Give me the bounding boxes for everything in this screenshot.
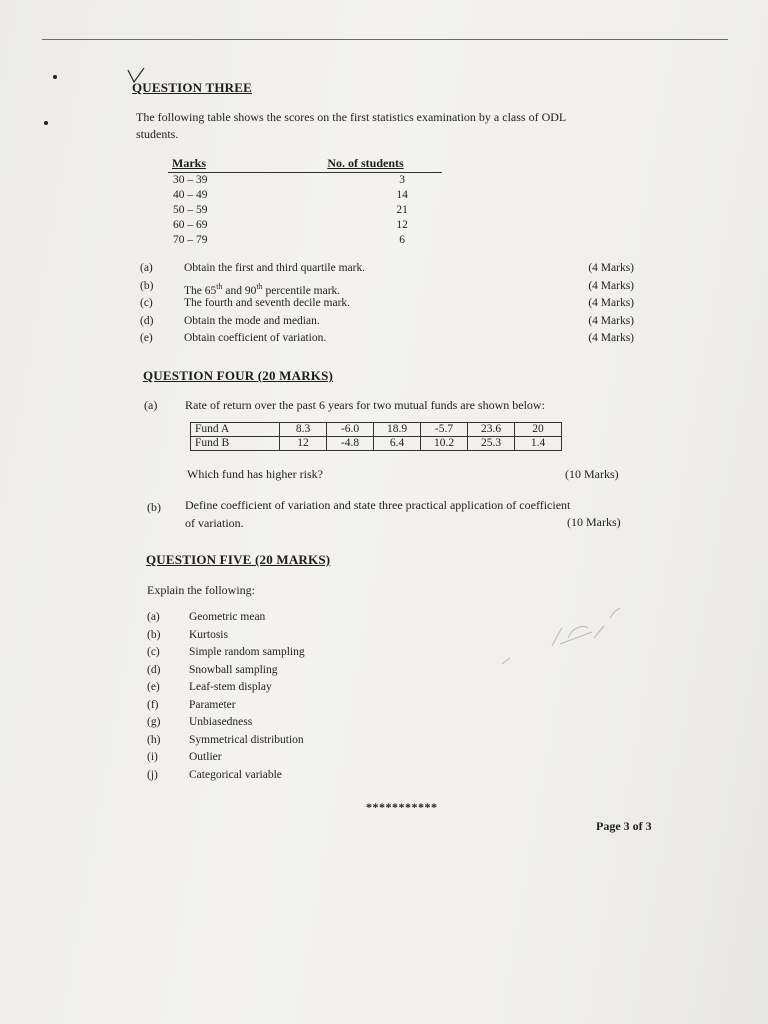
q3-intro-line1: The following table shows the scores on the first statistics examination by a class of ODL <box>136 110 567 124</box>
q3-intro-line2: students. <box>136 127 179 141</box>
marks-table-header <box>168 156 442 173</box>
item-label: (e) <box>147 681 160 693</box>
part-label: (b) <box>140 279 154 292</box>
list-item <box>140 295 634 313</box>
item-label: (i) <box>147 751 158 763</box>
table-row <box>168 173 442 188</box>
return-cell: 23.6 <box>468 423 515 437</box>
q4-heading: QUESTION FOUR (20 MARKS) <box>143 368 334 383</box>
top-rule <box>42 39 728 40</box>
part-marks: (4 Marks) <box>588 332 634 345</box>
return-cell: 18.9 <box>374 423 421 437</box>
part-marks: (4 Marks) <box>588 262 634 274</box>
list-item <box>140 278 634 296</box>
list-item <box>147 697 305 715</box>
pencil-scribble-icon <box>492 598 632 678</box>
q3-heading: QUESTION THREE <box>132 80 252 95</box>
part-text <box>184 278 564 296</box>
page-number: Page 3 of 3 <box>596 819 652 833</box>
list-item <box>147 749 305 767</box>
q4a-text: Rate of return over the past 6 years for two mutual funds are shown below: <box>185 398 545 412</box>
part-label: (e) <box>140 332 153 345</box>
item-text: Parameter <box>189 698 236 711</box>
students-cell: 3 <box>399 174 406 186</box>
item-text: Unbiasedness <box>189 716 253 728</box>
return-cell: 12 <box>280 437 327 451</box>
list-item <box>147 662 305 680</box>
part-marks: (4 Marks) <box>588 297 634 310</box>
table-row <box>168 203 442 218</box>
list-item <box>147 767 305 785</box>
table-row <box>168 188 442 203</box>
item-text: Symmetrical distribution <box>189 733 304 746</box>
q4a-label: (a) <box>144 398 158 412</box>
return-cell: 1.4 <box>515 437 562 451</box>
q5-intro: Explain the following: <box>147 583 255 597</box>
item-text: Geometric mean <box>189 611 266 623</box>
part-text: Obtain the mode and median. <box>184 314 320 327</box>
students-cell: 21 <box>396 204 408 216</box>
part-label: (a) <box>140 262 153 274</box>
return-cell: -5.7 <box>421 423 468 437</box>
list-item <box>140 260 634 278</box>
return-cell: 20 <box>515 423 562 437</box>
item-label: (f) <box>147 698 159 711</box>
part-text: The fourth and seventh decile mark. <box>184 297 351 310</box>
item-label: (c) <box>147 646 160 658</box>
return-cell: 8.3 <box>280 423 327 437</box>
item-text: Leaf-stem display <box>189 681 272 693</box>
return-cell: -4.8 <box>327 437 374 451</box>
item-label: (b) <box>147 628 161 641</box>
table-row <box>168 233 442 248</box>
fund-name-cell: Fund B <box>191 437 280 451</box>
item-text: Categorical variable <box>189 768 282 781</box>
part-b-sup2: th <box>256 281 263 291</box>
marks-table <box>168 156 442 248</box>
marks-col-header: Marks <box>172 156 206 170</box>
students-cell: 14 <box>396 189 408 201</box>
table-row <box>191 423 562 437</box>
list-item <box>147 644 305 662</box>
part-b-mid: and 90 <box>222 284 257 297</box>
return-cell: 6.4 <box>374 437 421 451</box>
list-item <box>147 714 305 732</box>
part-b-suffix: percentile mark. <box>262 284 341 297</box>
marks-cell: 50 – 59 <box>173 204 208 216</box>
q4b-marks: (10 Marks) <box>567 515 621 529</box>
item-text: Snowball sampling <box>189 663 278 676</box>
q4-risk-question: Which fund has higher risk? <box>187 467 323 481</box>
return-cell: 10.2 <box>421 437 468 451</box>
list-item <box>140 313 634 331</box>
item-text: Simple random sampling <box>189 646 305 658</box>
list-item <box>147 609 305 627</box>
item-label: (d) <box>147 663 161 676</box>
item-text: Kurtosis <box>189 628 228 641</box>
return-cell: -6.0 <box>327 423 374 437</box>
margin-dot <box>53 75 57 79</box>
list-item <box>147 732 305 750</box>
list-item <box>140 330 634 348</box>
q4-risk-marks: (10 Marks) <box>565 467 619 481</box>
list-item <box>147 627 305 645</box>
part-text: Obtain coefficient of variation. <box>184 332 327 345</box>
part-b-prefix: The 65 <box>184 284 217 297</box>
return-cell: 25.3 <box>468 437 515 451</box>
q5-heading: QUESTION FIVE (20 MARKS) <box>146 552 331 567</box>
marks-cell: 40 – 49 <box>173 189 208 201</box>
part-label: (c) <box>140 297 153 310</box>
item-label: (g) <box>147 716 161 728</box>
part-marks: (4 Marks) <box>588 314 634 327</box>
margin-dot <box>44 121 48 125</box>
q4b-label: (b) <box>147 500 161 514</box>
students-cell: 12 <box>396 219 408 231</box>
q5-items-list <box>147 609 305 784</box>
marks-cell: 60 – 69 <box>173 219 208 231</box>
item-text: Outlier <box>189 751 222 763</box>
fund-name-cell: Fund A <box>191 423 280 437</box>
end-marker: *********** <box>366 800 438 814</box>
q3-parts-list <box>140 260 634 348</box>
students-col-header: No. of students <box>327 156 404 170</box>
table-row <box>168 218 442 233</box>
item-label: (j) <box>147 768 158 781</box>
part-b-sup1: th <box>216 281 223 291</box>
marks-cell: 30 – 39 <box>173 174 208 186</box>
marks-cell: 70 – 79 <box>173 234 208 246</box>
fund-returns-table <box>190 422 562 451</box>
item-label: (h) <box>147 733 161 746</box>
item-label: (a) <box>147 611 160 623</box>
list-item <box>147 679 305 697</box>
students-cell: 6 <box>399 234 406 246</box>
q4b-text-line2: of variation. <box>185 516 244 530</box>
part-marks: (4 Marks) <box>588 279 634 292</box>
q4b-text-line1: Define coefficient of variation and state three practical application of coefficient <box>185 498 571 512</box>
part-label: (d) <box>140 314 154 327</box>
part-text: Obtain the first and third quartile mark. <box>184 262 366 274</box>
table-row <box>191 437 562 451</box>
